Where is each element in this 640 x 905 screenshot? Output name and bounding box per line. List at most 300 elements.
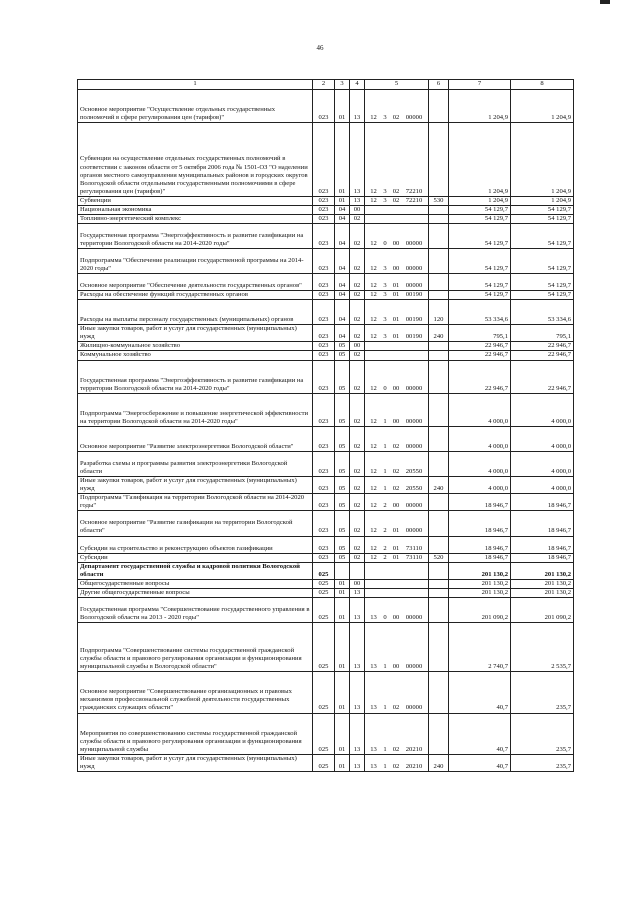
table-row [78, 562, 574, 579]
amount-year1-cell: 201 130,2 [449, 579, 511, 588]
table-row [78, 223, 574, 248]
amount-year1-cell: 201 130,2 [449, 562, 511, 579]
target-article-part: 00000 [405, 527, 423, 535]
target-article-part: 73110 [405, 544, 423, 552]
expense-type-cell [429, 248, 449, 273]
target-article-part: 12 [370, 316, 377, 324]
target-article-part: 3 [383, 114, 387, 122]
target-article-part: 02 [392, 704, 400, 712]
target-article-part: 1 [383, 468, 387, 476]
expense-type-cell [429, 123, 449, 196]
target-article-part: 0 [383, 239, 387, 247]
section-code-cell: 01 [335, 588, 350, 597]
amount-year2-cell: 201 130,2 [511, 579, 574, 588]
table-row [78, 274, 574, 291]
subsection-code-cell: 13 [350, 754, 365, 771]
ministry-code-cell: 023 [313, 351, 335, 360]
target-article-part: 2 [383, 527, 387, 535]
row-name-cell: Мероприятия по совершенствованию системы государственной гражданской службы области и правового регулирования организации и функционирования муниципальной службы [78, 713, 313, 754]
section-code-cell: 01 [335, 597, 350, 622]
amount-year2-cell: 18 946,7 [511, 536, 574, 553]
row-name-cell: Основное мероприятие "Развитие газификации на территории Вологодской области" [78, 511, 313, 536]
target-article-cell [365, 196, 429, 205]
ministry-code-cell: 023 [313, 123, 335, 196]
section-code-cell: 05 [335, 494, 350, 511]
amount-year2-cell: 201 090,2 [511, 597, 574, 622]
target-article-part: 12 [370, 187, 377, 195]
table-row [78, 579, 574, 588]
amount-year1-cell: 54 129,7 [449, 274, 511, 291]
target-article-part: 12 [370, 553, 377, 561]
subsection-code-cell: 13 [350, 672, 365, 713]
ministry-code-cell: 023 [313, 511, 335, 536]
target-article-cell [365, 672, 429, 713]
expense-type-cell [429, 536, 449, 553]
target-article-part: 12 [370, 114, 377, 122]
target-article-cell [365, 597, 429, 622]
amount-year2-cell: 4 000,0 [511, 452, 574, 477]
ministry-code-cell: 023 [313, 393, 335, 426]
expense-type-cell [429, 588, 449, 597]
target-article-part: 00 [392, 502, 400, 510]
amount-year2-cell: 4 000,0 [511, 477, 574, 494]
column-header: 5 [365, 80, 429, 90]
section-code-cell: 04 [335, 274, 350, 291]
target-article-part: 0 [383, 613, 387, 621]
ministry-code-cell: 025 [313, 754, 335, 771]
target-article-part: 00000 [405, 663, 423, 671]
target-article-part: 00000 [405, 613, 423, 621]
target-article-part: 00190 [405, 333, 423, 341]
amount-year1-cell: 18 946,7 [449, 536, 511, 553]
amount-year1-cell: 54 129,7 [449, 214, 511, 223]
subsection-code-cell [350, 562, 365, 579]
section-code-cell [335, 562, 350, 579]
target-article-part: 72210 [405, 196, 423, 204]
expense-type-cell [429, 351, 449, 360]
amount-year1-cell: 40,7 [449, 754, 511, 771]
table-row [78, 754, 574, 771]
expense-type-cell [429, 494, 449, 511]
table-row [78, 494, 574, 511]
target-article-part: 3 [383, 265, 387, 273]
target-article-part: 01 [392, 527, 400, 535]
section-code-cell: 01 [335, 196, 350, 205]
header-row [78, 80, 574, 90]
target-article-part: 13 [370, 613, 377, 621]
amount-year1-cell: 4 000,0 [449, 393, 511, 426]
section-code-cell: 05 [335, 536, 350, 553]
target-article-part: 12 [370, 502, 377, 510]
target-article-part: 01 [392, 553, 400, 561]
table-row [78, 342, 574, 351]
target-article-part: 20550 [405, 485, 423, 493]
subsection-code-cell: 02 [350, 300, 365, 325]
target-article-part: 1 [383, 704, 387, 712]
row-name-cell: Топливно-энергетический комплекс [78, 214, 313, 223]
row-name-cell: Подпрограмма "Обеспечение реализации государственной программы на 2014-2020 годы" [78, 248, 313, 273]
table-row [78, 248, 574, 273]
amount-year2-cell: 4 000,0 [511, 426, 574, 451]
expense-type-cell: 240 [429, 325, 449, 342]
table-row [78, 477, 574, 494]
expense-type-cell: 120 [429, 300, 449, 325]
amount-year2-cell: 54 129,7 [511, 291, 574, 300]
ministry-code-cell: 023 [313, 205, 335, 214]
amount-year2-cell: 18 946,7 [511, 553, 574, 562]
expense-type-cell [429, 672, 449, 713]
row-name-cell: Подпрограмма "Совершенствование системы государственной гражданской службы области и правового регулирования организации и функционирования муниципальной службы в Вологодской области" [78, 622, 313, 671]
subsection-code-cell: 13 [350, 622, 365, 671]
subsection-code-cell: 02 [350, 553, 365, 562]
target-article-part: 00000 [405, 384, 423, 392]
target-article-cell [365, 477, 429, 494]
table-row [78, 360, 574, 393]
table-row [78, 536, 574, 553]
amount-year1-cell: 1 204,9 [449, 123, 511, 196]
target-article-part: 00190 [405, 316, 423, 324]
section-code-cell: 05 [335, 477, 350, 494]
expense-type-cell [429, 426, 449, 451]
target-article-part: 3 [383, 282, 387, 290]
target-article-cell [365, 622, 429, 671]
scan-corner-mark [600, 0, 610, 4]
subsection-code-cell: 02 [350, 511, 365, 536]
row-name-cell: Иные закупки товаров, работ и услуг для государственных (муниципальных) нужд [78, 477, 313, 494]
amount-year1-cell: 54 129,7 [449, 223, 511, 248]
amount-year2-cell: 235,7 [511, 754, 574, 771]
target-article-part: 0 [383, 384, 387, 392]
expense-type-cell: 240 [429, 754, 449, 771]
ministry-code-cell: 023 [313, 553, 335, 562]
amount-year2-cell: 2 535,7 [511, 622, 574, 671]
target-article-part: 01 [392, 282, 400, 290]
expense-type-cell [429, 274, 449, 291]
subsection-code-cell: 02 [350, 325, 365, 342]
target-article-part: 3 [383, 316, 387, 324]
amount-year2-cell: 201 130,2 [511, 588, 574, 597]
target-article-part: 12 [370, 527, 377, 535]
target-article-part: 00000 [405, 502, 423, 510]
target-article-cell [365, 300, 429, 325]
column-header: 2 [313, 80, 335, 90]
row-name-cell: Субсидии на строительство и реконструкцию объектов газификации [78, 536, 313, 553]
subsection-code-cell: 02 [350, 351, 365, 360]
amount-year1-cell: 22 946,7 [449, 351, 511, 360]
ministry-code-cell: 023 [313, 426, 335, 451]
subsection-code-cell: 02 [350, 494, 365, 511]
section-code-cell: 04 [335, 325, 350, 342]
section-code-cell: 01 [335, 713, 350, 754]
target-article-part: 12 [370, 384, 377, 392]
target-article-part: 13 [370, 745, 377, 753]
target-article-part: 3 [383, 291, 387, 299]
ministry-code-cell: 025 [313, 622, 335, 671]
target-article-part: 1 [383, 745, 387, 753]
amount-year2-cell: 4 000,0 [511, 393, 574, 426]
table-row [78, 553, 574, 562]
target-article-part: 1 [383, 485, 387, 493]
target-article-part: 72210 [405, 187, 423, 195]
section-code-cell: 04 [335, 205, 350, 214]
target-article-part: 12 [370, 196, 377, 204]
subsection-code-cell: 02 [350, 393, 365, 426]
table-body [78, 90, 574, 772]
row-name-cell: Основное мероприятие "Совершенствование организационных и правовых механизмов профессиональной служебной деятельности государственных гражданских служащих области" [78, 672, 313, 713]
section-code-cell: 04 [335, 223, 350, 248]
subsection-code-cell: 02 [350, 248, 365, 273]
section-code-cell: 05 [335, 360, 350, 393]
expense-type-cell [429, 360, 449, 393]
row-name-cell: Иные закупки товаров, работ и услуг для государственных (муниципальных) нужд [78, 754, 313, 771]
subsection-code-cell: 02 [350, 426, 365, 451]
target-article-part: 12 [370, 468, 377, 476]
row-name-cell: Основное мероприятие "Обеспечение деятельности государственных органов" [78, 274, 313, 291]
expense-type-cell: 530 [429, 196, 449, 205]
target-article-cell [365, 90, 429, 123]
target-article-cell [365, 223, 429, 248]
target-article-part: 02 [392, 468, 400, 476]
target-article-cell [365, 494, 429, 511]
ministry-code-cell: 023 [313, 325, 335, 342]
section-code-cell: 04 [335, 214, 350, 223]
section-code-cell: 01 [335, 90, 350, 123]
target-article-part: 00000 [405, 417, 423, 425]
section-code-cell: 04 [335, 248, 350, 273]
column-header: 3 [335, 80, 350, 90]
target-article-cell [365, 426, 429, 451]
subsection-code-cell: 02 [350, 223, 365, 248]
row-name-cell: Субсидии [78, 553, 313, 562]
target-article-cell [365, 205, 429, 214]
ministry-code-cell: 023 [313, 223, 335, 248]
amount-year2-cell: 22 946,7 [511, 351, 574, 360]
target-article-part: 1 [383, 417, 387, 425]
column-header: 7 [449, 80, 511, 90]
row-name-cell: Государственная программа "Энергоэффективность и развитие газификации на территории Вологодской области на 2014-2020 годы" [78, 360, 313, 393]
target-article-part: 2 [383, 544, 387, 552]
subsection-code-cell: 02 [350, 477, 365, 494]
amount-year2-cell: 54 129,7 [511, 205, 574, 214]
table-row [78, 393, 574, 426]
table-row [78, 588, 574, 597]
row-name-cell: Государственная программа "Совершенствование государственного управления в Вологодской области на 2013 - 2020 годы" [78, 597, 313, 622]
target-article-part: 02 [392, 187, 400, 195]
target-article-part: 3 [383, 333, 387, 341]
subsection-code-cell: 13 [350, 90, 365, 123]
amount-year1-cell: 1 204,9 [449, 196, 511, 205]
target-article-part: 12 [370, 265, 377, 273]
target-article-part: 3 [383, 187, 387, 195]
expense-type-cell [429, 597, 449, 622]
row-name-cell: Разработка схемы и программы развития электроэнергетики Вологодской области [78, 452, 313, 477]
section-code-cell: 05 [335, 511, 350, 536]
target-article-cell [365, 562, 429, 579]
subsection-code-cell: 13 [350, 123, 365, 196]
table-row [78, 291, 574, 300]
row-name-cell: Департамент государственной службы и кадровой политики Вологодской области [78, 562, 313, 579]
ministry-code-cell: 025 [313, 672, 335, 713]
target-article-cell [365, 342, 429, 351]
target-article-part: 12 [370, 485, 377, 493]
target-article-part: 01 [392, 291, 400, 299]
amount-year1-cell: 795,1 [449, 325, 511, 342]
ministry-code-cell: 023 [313, 360, 335, 393]
section-code-cell: 01 [335, 672, 350, 713]
amount-year1-cell: 53 334,6 [449, 300, 511, 325]
table-row [78, 452, 574, 477]
target-article-part: 12 [370, 443, 377, 450]
ministry-code-cell: 023 [313, 342, 335, 351]
amount-year1-cell: 2 740,7 [449, 622, 511, 671]
target-article-cell [365, 360, 429, 393]
target-article-part: 12 [370, 239, 377, 247]
row-name-cell: Расходы на обеспечение функций государственных органов [78, 291, 313, 300]
ministry-code-cell: 023 [313, 196, 335, 205]
target-article-part: 00000 [405, 443, 423, 450]
amount-year1-cell: 201 090,2 [449, 597, 511, 622]
row-name-cell: Иные закупки товаров, работ и услуг для государственных (муниципальных) нужд [78, 325, 313, 342]
section-code-cell: 05 [335, 393, 350, 426]
target-article-part: 02 [392, 196, 400, 204]
table-row [78, 196, 574, 205]
column-header: 1 [78, 80, 313, 90]
table-row [78, 123, 574, 196]
amount-year1-cell: 40,7 [449, 713, 511, 754]
section-code-cell: 01 [335, 622, 350, 671]
expense-type-cell [429, 393, 449, 426]
target-article-cell [365, 248, 429, 273]
subsection-code-cell: 02 [350, 360, 365, 393]
ministry-code-cell: 023 [313, 494, 335, 511]
target-article-part: 00 [392, 384, 400, 392]
table-row [78, 90, 574, 123]
target-article-cell [365, 291, 429, 300]
expense-type-cell: 240 [429, 477, 449, 494]
table-row [78, 205, 574, 214]
expense-type-cell: 520 [429, 553, 449, 562]
amount-year1-cell: 4 000,0 [449, 452, 511, 477]
target-article-part: 00000 [405, 114, 423, 122]
target-article-cell [365, 452, 429, 477]
expense-type-cell [429, 291, 449, 300]
expense-type-cell [429, 90, 449, 123]
target-article-cell [365, 511, 429, 536]
target-article-part: 12 [370, 291, 377, 299]
ministry-code-cell: 023 [313, 300, 335, 325]
amount-year1-cell: 1 204,9 [449, 90, 511, 123]
expense-type-cell [429, 713, 449, 754]
target-article-cell [365, 536, 429, 553]
expense-type-cell [429, 342, 449, 351]
target-article-part: 01 [392, 544, 400, 552]
amount-year2-cell: 1 204,9 [511, 90, 574, 123]
subsection-code-cell: 00 [350, 205, 365, 214]
target-article-part: 00000 [405, 282, 423, 290]
target-article-part: 00 [392, 265, 400, 273]
amount-year2-cell: 201 130,2 [511, 562, 574, 579]
target-article-part: 00000 [405, 239, 423, 247]
ministry-code-cell: 023 [313, 291, 335, 300]
section-code-cell: 05 [335, 351, 350, 360]
section-code-cell: 05 [335, 452, 350, 477]
target-article-cell [365, 393, 429, 426]
table-row [78, 672, 574, 713]
section-code-cell: 05 [335, 553, 350, 562]
target-article-cell [365, 754, 429, 771]
row-name-cell: Национальная экономика [78, 205, 313, 214]
target-article-part: 00190 [405, 291, 423, 299]
target-article-part: 00 [392, 239, 400, 247]
amount-year2-cell: 235,7 [511, 672, 574, 713]
target-article-part: 1 [383, 443, 387, 450]
amount-year1-cell: 54 129,7 [449, 291, 511, 300]
section-code-cell: 05 [335, 426, 350, 451]
target-article-part: 13 [370, 762, 377, 770]
row-name-cell: Подпрограмма "Энергосбережение и повышение энергетической эффективности на территории Вологодской области на 2014-2020 годы" [78, 393, 313, 426]
amount-year1-cell: 22 946,7 [449, 342, 511, 351]
column-header: 4 [350, 80, 365, 90]
target-article-part: 1 [383, 663, 387, 671]
ministry-code-cell: 023 [313, 274, 335, 291]
row-name-cell: Субвенции [78, 196, 313, 205]
row-name-cell: Подпрограмма "Газификация на территории Вологодской области на 2014-2020 годы" [78, 494, 313, 511]
ministry-code-cell: 023 [313, 90, 335, 123]
ministry-code-cell: 025 [313, 588, 335, 597]
amount-year1-cell: 201 130,2 [449, 588, 511, 597]
expense-type-cell [429, 622, 449, 671]
ministry-code-cell: 023 [313, 477, 335, 494]
expense-type-cell [429, 562, 449, 579]
target-article-part: 20210 [405, 745, 423, 753]
target-article-part: 00000 [405, 265, 423, 273]
row-name-cell: Расходы на выплаты персоналу государственных (муниципальных) органов [78, 300, 313, 325]
expense-type-cell [429, 223, 449, 248]
target-article-part: 12 [370, 417, 377, 425]
amount-year1-cell: 22 946,7 [449, 360, 511, 393]
amount-year1-cell: 40,7 [449, 672, 511, 713]
subsection-code-cell: 13 [350, 713, 365, 754]
expense-type-cell [429, 511, 449, 536]
section-code-cell: 01 [335, 754, 350, 771]
amount-year2-cell: 18 946,7 [511, 511, 574, 536]
amount-year2-cell: 53 334,6 [511, 300, 574, 325]
amount-year2-cell: 1 204,9 [511, 123, 574, 196]
target-article-cell [365, 214, 429, 223]
amount-year1-cell: 4 000,0 [449, 426, 511, 451]
ministry-code-cell: 023 [313, 536, 335, 553]
amount-year2-cell: 54 129,7 [511, 214, 574, 223]
row-name-cell: Общегосударственные вопросы [78, 579, 313, 588]
target-article-cell [365, 553, 429, 562]
row-name-cell: Другие общегосударственные вопросы [78, 588, 313, 597]
target-article-cell [365, 713, 429, 754]
ministry-code-cell: 025 [313, 579, 335, 588]
table-row [78, 351, 574, 360]
column-header: 6 [429, 80, 449, 90]
table-row [78, 713, 574, 754]
amount-year2-cell: 54 129,7 [511, 248, 574, 273]
target-article-cell [365, 325, 429, 342]
table-header [78, 80, 574, 90]
target-article-part: 20210 [405, 762, 423, 770]
amount-year2-cell: 1 204,9 [511, 196, 574, 205]
table-row [78, 597, 574, 622]
target-article-cell [365, 274, 429, 291]
expense-type-cell [429, 214, 449, 223]
amount-year2-cell: 18 946,7 [511, 494, 574, 511]
row-name-cell: Коммунальное хозяйство [78, 351, 313, 360]
